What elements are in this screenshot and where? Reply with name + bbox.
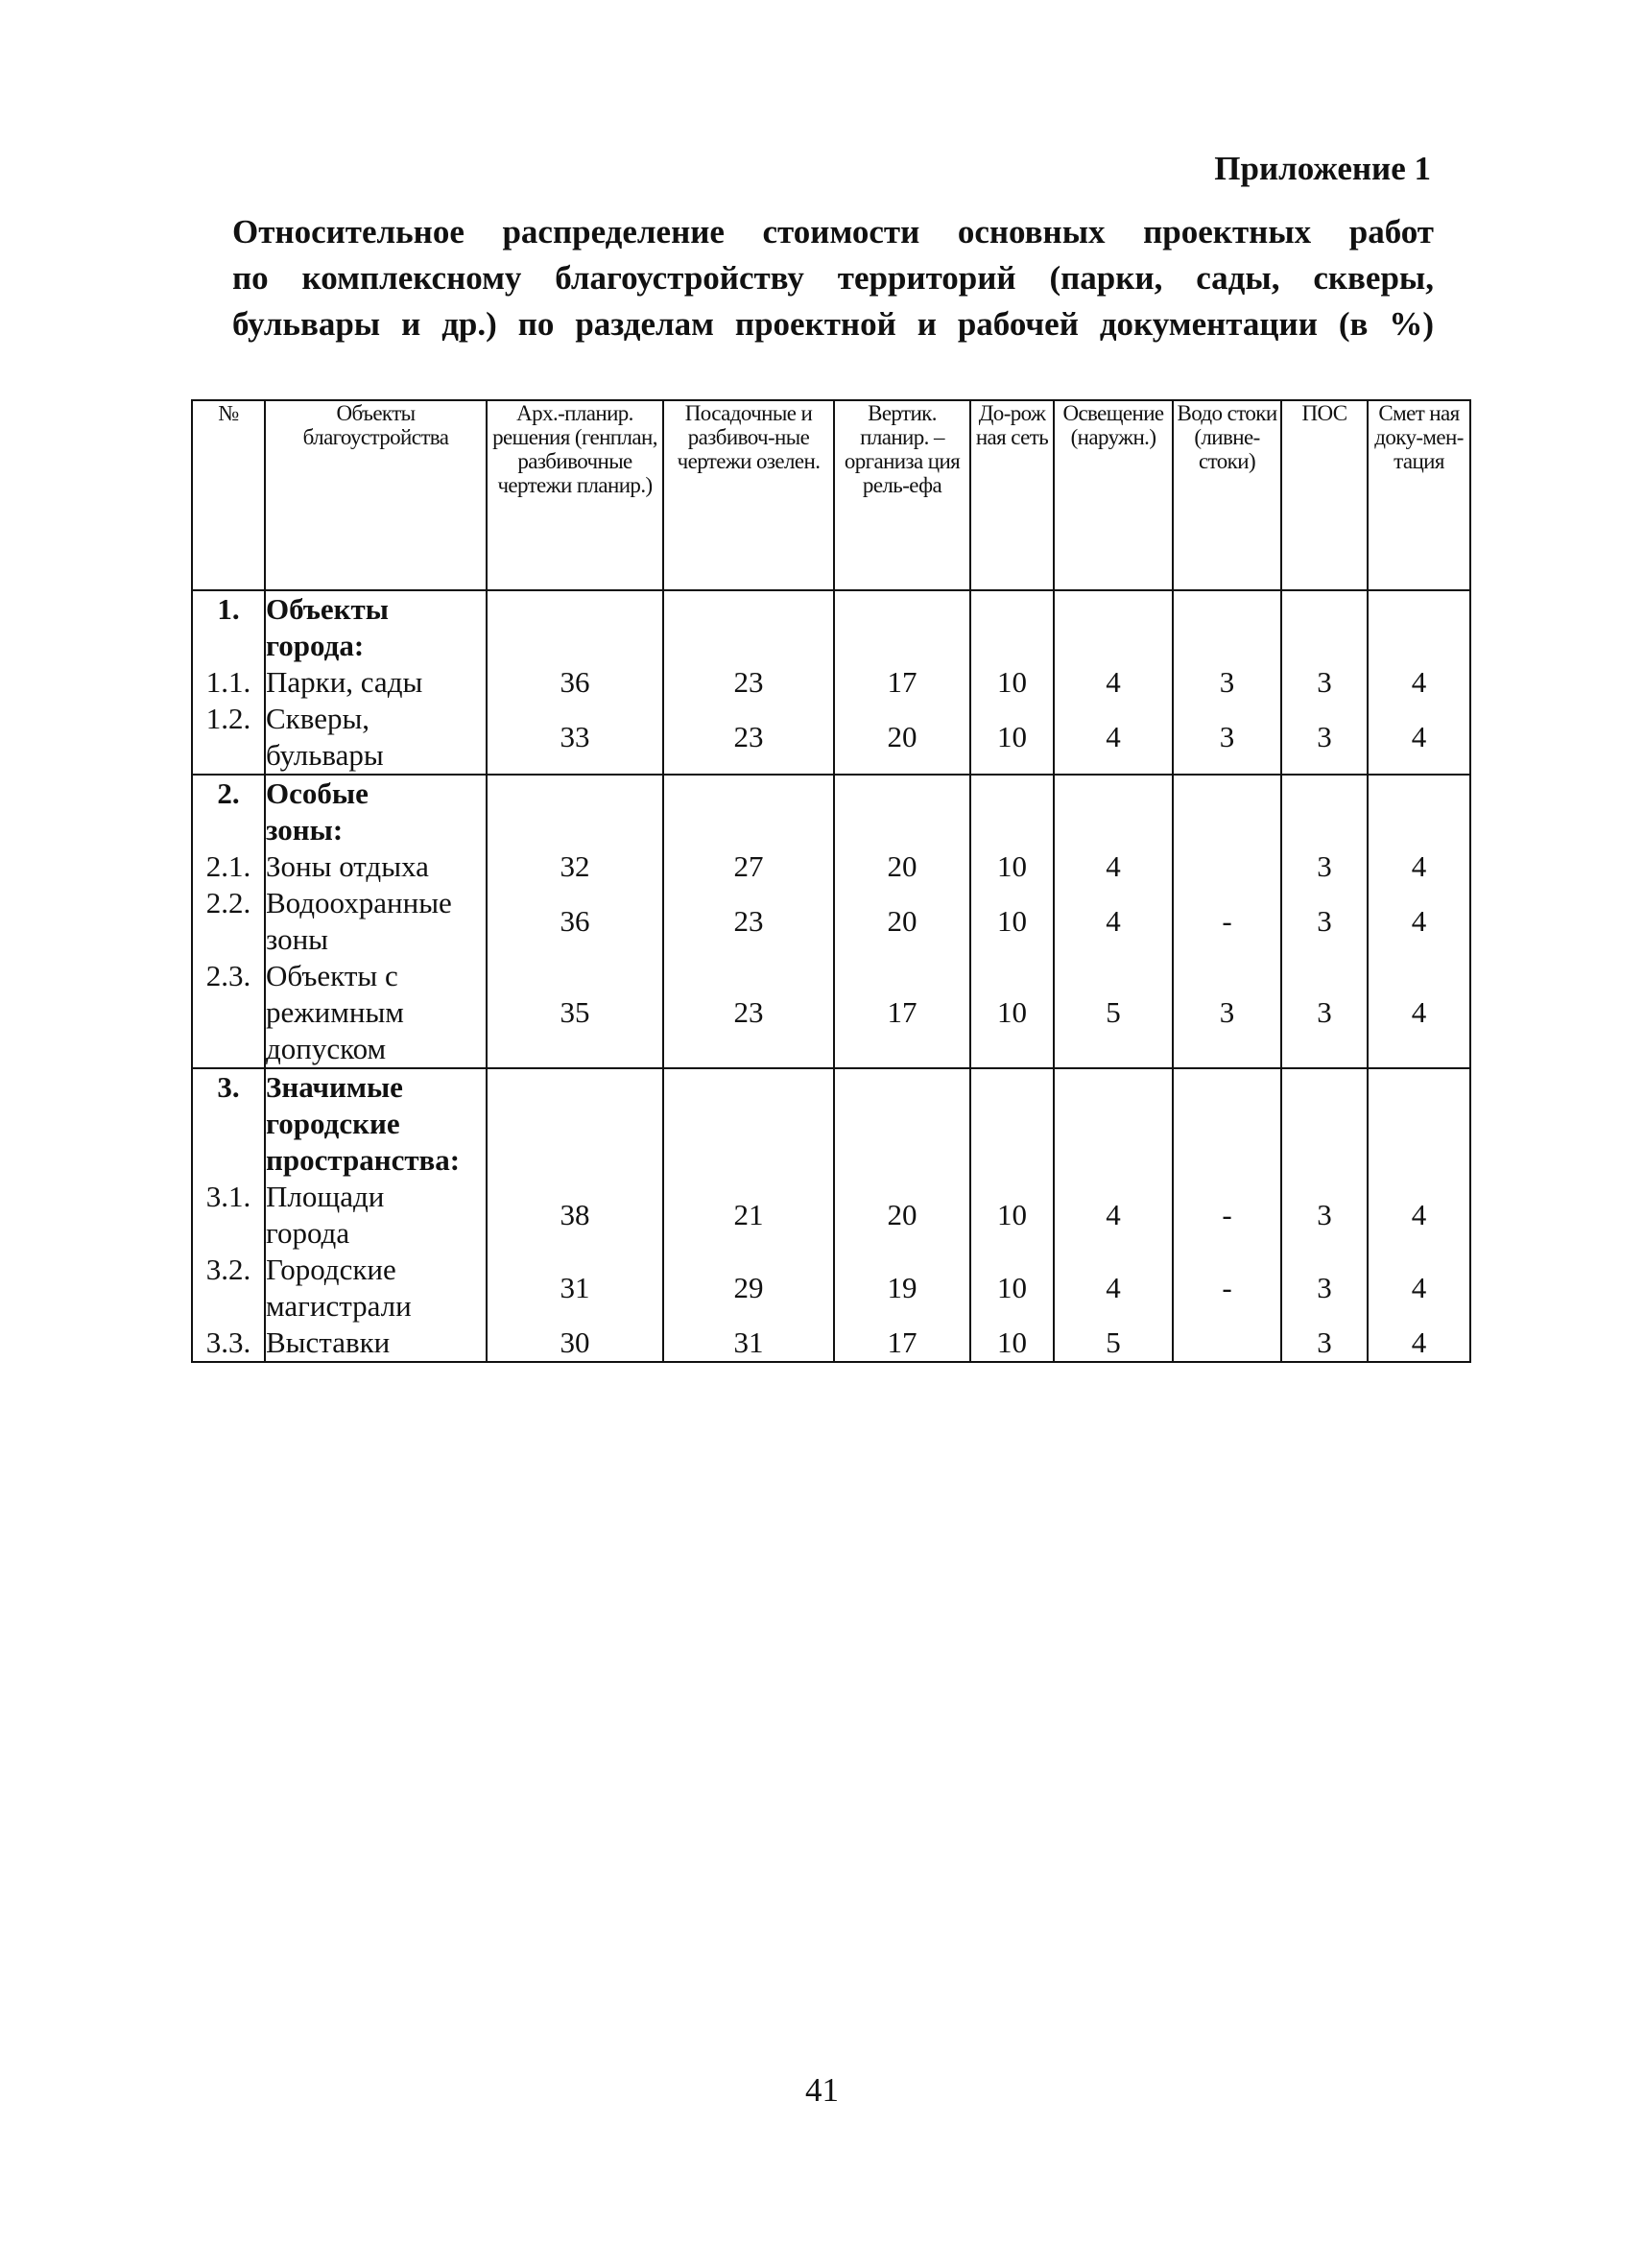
row-value: 10 xyxy=(997,995,1027,1029)
row-value: 3 xyxy=(1317,665,1332,699)
row-name: магистрали xyxy=(266,1289,412,1323)
row-value: 10 xyxy=(997,665,1027,699)
row-value: 4 xyxy=(1106,665,1121,699)
header-pos: ПОС xyxy=(1281,400,1368,590)
row-value: 4 xyxy=(1106,904,1121,938)
row-value: 4 xyxy=(1411,1271,1427,1304)
row-value: 29 xyxy=(733,1271,764,1304)
cost-distribution-table xyxy=(191,399,1471,1363)
row-number: 3.1. xyxy=(205,1180,251,1213)
value-cell xyxy=(487,775,663,1068)
header-lighting: Освещение (наружн.) xyxy=(1054,400,1173,590)
row-value xyxy=(1174,848,1280,885)
header-vertical-planning: Вертик. планир. – организа ция рель-ефа xyxy=(834,400,970,590)
row-value: 19 xyxy=(887,1271,917,1304)
row-value: 38 xyxy=(560,1198,590,1231)
row-value: 4 xyxy=(1411,1325,1427,1359)
row-value: 4 xyxy=(1411,995,1427,1029)
row-value: 10 xyxy=(997,1198,1027,1231)
row-value: 36 xyxy=(560,904,590,938)
row-value: 10 xyxy=(997,720,1027,753)
row-value: 30 xyxy=(560,1325,590,1359)
value-cell xyxy=(1173,1068,1281,1362)
appendix-label: Приложение 1 xyxy=(1214,150,1431,187)
row-value: 3 xyxy=(1317,904,1332,938)
object-cell xyxy=(265,590,487,775)
table-group xyxy=(192,775,1470,1068)
title-line-2: по комплексному благоустройству территорий (парки, сады, скверы, xyxy=(232,259,1434,297)
row-value: 23 xyxy=(733,995,764,1029)
row-value: 17 xyxy=(887,995,917,1029)
value-cell xyxy=(834,590,970,775)
row-name: Парки, сады xyxy=(266,665,423,699)
row-value: 3 xyxy=(1317,995,1332,1029)
row-value: 32 xyxy=(560,849,590,883)
value-cell xyxy=(487,590,663,775)
document-title xyxy=(232,209,1434,347)
number-cell xyxy=(192,1068,265,1362)
row-value: 3 xyxy=(1317,1271,1332,1304)
row-value: 36 xyxy=(560,665,590,699)
value-cell xyxy=(1281,590,1368,775)
group-title: Значимые xyxy=(266,1070,403,1104)
number-cell xyxy=(192,775,265,1068)
row-value: 3 xyxy=(1219,720,1235,753)
row-name: зоны xyxy=(266,922,328,956)
value-cell xyxy=(1368,590,1470,775)
row-value: 31 xyxy=(560,1271,590,1304)
row-name: Выставки xyxy=(266,1325,391,1359)
row-name: Водоохранные xyxy=(266,886,452,919)
value-cell xyxy=(834,1068,970,1362)
row-number: 1.1. xyxy=(205,665,251,699)
row-number: 3.3. xyxy=(205,1325,251,1359)
row-value: 27 xyxy=(733,849,764,883)
row-number: 1.2. xyxy=(205,702,251,735)
value-cell xyxy=(663,590,834,775)
table-group xyxy=(192,590,1470,775)
value-cell xyxy=(1173,590,1281,775)
row-value: - xyxy=(1222,1271,1232,1304)
row-name: бульвары xyxy=(266,738,384,772)
row-name: режимным xyxy=(266,995,404,1029)
table-row xyxy=(192,1068,1470,1362)
group-number: 2. xyxy=(217,776,240,810)
row-value: 23 xyxy=(733,904,764,938)
row-value: 20 xyxy=(887,904,917,938)
row-value: 3 xyxy=(1219,665,1235,699)
number-cell xyxy=(192,590,265,775)
value-cell xyxy=(1368,775,1470,1068)
row-value: 10 xyxy=(997,1271,1027,1304)
row-value: 3 xyxy=(1219,995,1235,1029)
group-title: пространства: xyxy=(266,1143,461,1177)
row-value: 17 xyxy=(887,665,917,699)
row-value: 31 xyxy=(733,1325,764,1359)
header-estimate-docs: Смет ная доку-мен-тация xyxy=(1368,400,1470,590)
row-value: 33 xyxy=(560,720,590,753)
row-number: 2.3. xyxy=(205,959,251,992)
row-name: Городские xyxy=(266,1253,396,1286)
row-value: 4 xyxy=(1411,904,1427,938)
row-value: 20 xyxy=(887,849,917,883)
row-value: 5 xyxy=(1106,1325,1121,1359)
value-cell xyxy=(970,1068,1054,1362)
group-number: 3. xyxy=(217,1070,240,1104)
table-row xyxy=(192,775,1470,1068)
value-cell xyxy=(1054,1068,1173,1362)
row-name: Зоны отдыха xyxy=(266,849,429,883)
value-cell xyxy=(1173,775,1281,1068)
row-value: 5 xyxy=(1106,995,1121,1029)
group-title: зоны: xyxy=(266,813,344,847)
row-value: 4 xyxy=(1106,1198,1121,1231)
row-value: 3 xyxy=(1317,849,1332,883)
row-value: 23 xyxy=(733,665,764,699)
row-value: - xyxy=(1222,1198,1232,1231)
value-cell xyxy=(663,775,834,1068)
row-value: 10 xyxy=(997,849,1027,883)
row-value: 10 xyxy=(997,1325,1027,1359)
header-planting: Посадочные и разбивоч-ные чертежи озелен. xyxy=(663,400,834,590)
row-name: допуском xyxy=(266,1032,387,1065)
value-cell xyxy=(1281,1068,1368,1362)
row-value: 4 xyxy=(1411,720,1427,753)
row-number: 2.2. xyxy=(205,886,251,919)
row-value: 23 xyxy=(733,720,764,753)
group-title: Особые xyxy=(266,776,369,810)
group-number: 1. xyxy=(217,592,240,626)
group-title: городские xyxy=(266,1107,400,1140)
group-title: города: xyxy=(266,629,365,662)
row-value: 17 xyxy=(887,1325,917,1359)
row-value: 4 xyxy=(1411,665,1427,699)
row-value: 10 xyxy=(997,904,1027,938)
header-drainage: Водо стоки (ливне-стоки) xyxy=(1173,400,1281,590)
row-value xyxy=(1174,1325,1280,1361)
header-number: № xyxy=(192,400,265,590)
value-cell xyxy=(1054,775,1173,1068)
header-road-network: До-рож ная сеть xyxy=(970,400,1054,590)
table-header-row xyxy=(192,400,1470,590)
value-cell xyxy=(834,775,970,1068)
value-cell xyxy=(487,1068,663,1362)
title-line-3: бульвары и др.) по разделам проектной и рабочей документации (в %) xyxy=(232,305,1434,343)
object-cell xyxy=(265,775,487,1068)
row-name: города xyxy=(266,1216,350,1250)
row-name: Скверы, xyxy=(266,702,370,735)
row-name: Площади xyxy=(266,1180,385,1213)
value-cell xyxy=(970,775,1054,1068)
row-value: 4 xyxy=(1106,1271,1121,1304)
row-value: 20 xyxy=(887,1198,917,1231)
row-value: 4 xyxy=(1106,849,1121,883)
object-cell xyxy=(265,1068,487,1362)
row-value: 4 xyxy=(1106,720,1121,753)
value-cell xyxy=(1054,590,1173,775)
value-cell xyxy=(1281,775,1368,1068)
value-cell xyxy=(970,590,1054,775)
row-value: 4 xyxy=(1411,849,1427,883)
header-objects: Объекты благоустройства xyxy=(265,400,487,590)
page-number: 41 xyxy=(805,2071,839,2109)
row-value: 21 xyxy=(733,1198,764,1231)
row-value: 20 xyxy=(887,720,917,753)
row-name: Объекты с xyxy=(266,959,398,992)
title-line-1: Относительное распределение стоимости основных проектных работ xyxy=(232,213,1434,251)
header-arch-planning: Арх.-планир. решения (генплан, разбивочные чертежи планир.) xyxy=(487,400,663,590)
group-title: Объекты xyxy=(266,592,389,626)
table-row xyxy=(192,590,1470,775)
row-value: - xyxy=(1222,904,1232,938)
row-value: 3 xyxy=(1317,720,1332,753)
row-number: 2.1. xyxy=(205,849,251,883)
row-value: 35 xyxy=(560,995,590,1029)
row-value: 3 xyxy=(1317,1325,1332,1359)
row-number: 3.2. xyxy=(205,1253,251,1286)
row-value: 3 xyxy=(1317,1198,1332,1231)
value-cell xyxy=(1368,1068,1470,1362)
value-cell xyxy=(663,1068,834,1362)
row-value: 4 xyxy=(1411,1198,1427,1231)
table-group xyxy=(192,1068,1470,1362)
